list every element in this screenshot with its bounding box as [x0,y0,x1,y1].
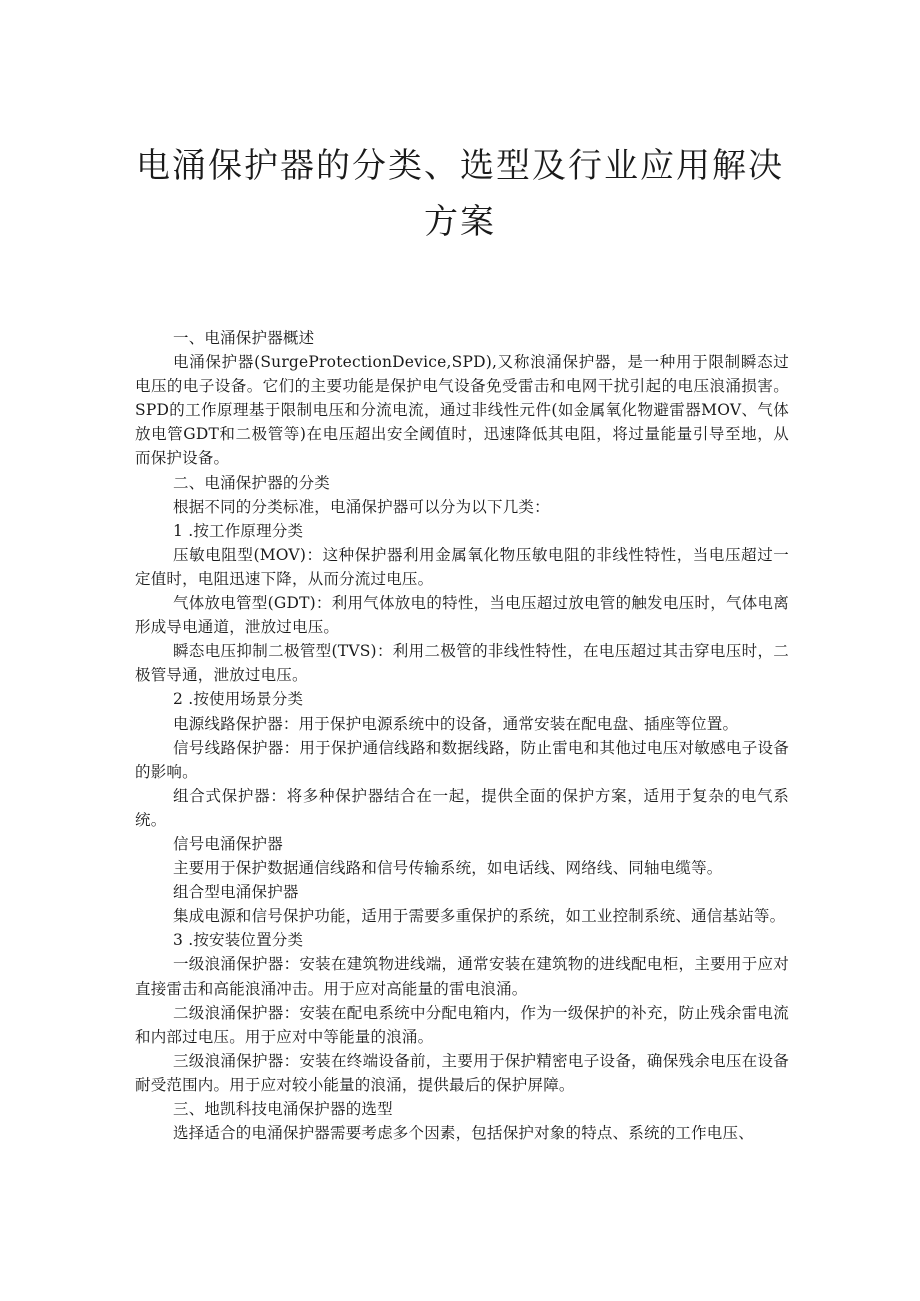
paragraph-level-three: 三级浪涌保护器：安装在终端设备前，主要用于保护精密电子设备，确保残余电压在设备耐受范围内。用于应对较小能量的浪涌，提供最后的保护屏障。 [135,1051,789,1094]
paragraph-signal-spd: 主要用于保护数据通信线路和信号传输系统，如电话线、网络线、同轴电缆等。 [173,859,723,878]
paragraph-gdt: 气体放电管型(GDT)：利用气体放电的特性，当电压超过放电管的触发电压时，气体电离形成导电通道，泄放过电压。 [135,594,789,637]
paragraph-classification-intro: 根据不同的分类标准，电涌保护器可以分为以下几类： [173,497,550,516]
subheading-by-scenario: 2 .按使用场景分类 [173,690,304,709]
paragraph-selection-intro: 选择适合的电涌保护器需要考虑多个因素，包括保护对象的特点、系统的工作电压、 [173,1124,754,1143]
paragraph-combined-spd: 集成电源和信号保护功能，适用于需要多重保护的系统，如工业控制系统、通信基站等。 [173,907,786,926]
paragraph-power-line: 电源线路保护器：用于保护电源系统中的设备，通常安装在配电盘、插座等位置。 [173,714,739,733]
paragraph-spd-definition: 电涌保护器(SurgeProtectionDevice,SPD),又称浪涌保护器，是一种用于限制瞬态过电压的电子设备。它们的主要功能是保护电气设备免受雷击和电网干扰引起的电压浪涌损害。SPD的工作原理基于限制电压和分流电流，通过非线性元件(如金属氧化物避雷器MOV、气体放电管GDT和二极管等)在电压超出安全阈值时，迅速降低其电阻，将过量能量引导至地，从而保护设备。 [135,353,789,468]
subheading-combined-spd: 组合型电涌保护器 [173,883,299,902]
paragraph-combined: 组合式保护器：将多种保护器结合在一起，提供全面的保护方案，适用于复杂的电气系统。 [135,786,789,829]
document-title: 电涌保护器的分类、选型及行业应用解决方案 [136,146,784,242]
subheading-by-location: 3 .按安装位置分类 [173,931,304,950]
section-heading-selection: 三、地凯科技电涌保护器的选型 [173,1100,393,1118]
section-heading-classification: 二、电涌保护器的分类 [173,473,331,492]
paragraph-tvs: 瞬态电压抑制二极管型(TVS)：利用二极管的非线性特性，在电压超过其击穿电压时，二极管导通，泄放过电压。 [135,642,789,685]
paragraph-level-two: 二级浪涌保护器：安装在配电系统中分配电箱内，作为一级保护的补充，防止残余雷电流和内部过电压。用于应对中等能量的浪涌。 [135,1003,789,1046]
subheading-by-principle: 1 .按工作原理分类 [173,521,304,540]
paragraph-signal-line: 信号线路保护器：用于保护通信线路和数据线路，防止雷电和其他过电压对敏感电子设备的影响。 [135,738,789,781]
section-heading-overview: 一、电涌保护器概述 [173,329,315,347]
subheading-signal-spd: 信号电涌保护器 [173,834,283,853]
paragraph-level-one: 一级浪涌保护器：安装在建筑物进线端，通常安装在建筑物的进线配电柜，主要用于应对直接雷击和高能浪涌冲击。用于应对高能量的雷电浪涌。 [135,955,789,998]
document-body [135,326,789,1145]
paragraph-mov: 压敏电阻型(MOV)：这种保护器利用金属氧化物压敏电阻的非线性特性，当电压超过一定值时，电阻迅速下降，从而分流过电压。 [135,545,789,588]
